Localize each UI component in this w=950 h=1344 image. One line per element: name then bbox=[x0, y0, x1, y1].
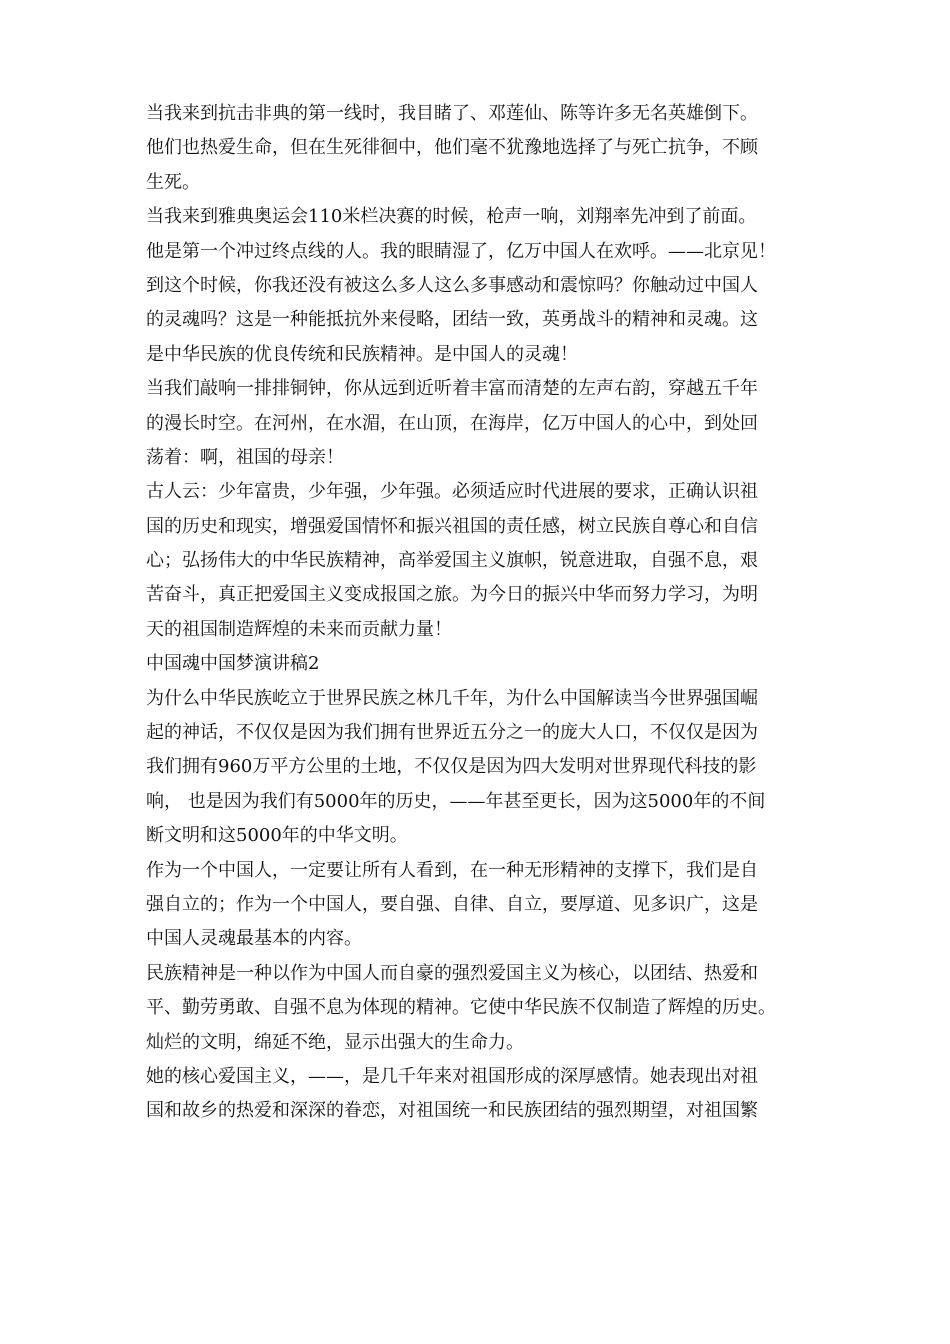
text-line: 为什么中华民族屹立于世界民族之林几千年，为什么中国解读当今世界强国崛 bbox=[146, 687, 758, 709]
text-line: 当我来到抗击非典的第一线时，我目睹了、邓莲仙、陈等许多无名英雄倒下。 bbox=[146, 103, 758, 124]
text-line: 国和故乡的热爱和深深的眷恋，对祖国统一和民族团结的强烈期望，对祖国繁 bbox=[146, 1100, 758, 1122]
document-body bbox=[146, 97, 806, 1129]
text-line: 断文明和这5000年的中华文明。 bbox=[146, 825, 408, 847]
text-line: 苦奋斗，真正把爱国主义变成报国之旅。为今日的振兴中华而努力学习，为明 bbox=[146, 584, 758, 606]
text-line: 起的神话，不仅仅是因为我们拥有世界近五分之一的庞大人口，不仅仅是因为 bbox=[146, 722, 758, 744]
text-line: 国的历史和现实，增强爱国情怀和振兴祖国的责任感，树立民族自尊心和自信 bbox=[146, 515, 758, 537]
text-line: 古人云：少年富贵，少年强，少年强。必须适应时代进展的要求，正确认识祖 bbox=[146, 481, 758, 503]
text-line: 的灵魂吗？这是一种能抵抗外来侵略，团结一致，英勇战斗的精神和灵魂。这 bbox=[146, 309, 758, 331]
text-line: 作为一个中国人，一定要让所有人看到，在一种无形精神的支撑下，我们是自 bbox=[146, 859, 758, 881]
text-line: 当我来到雅典奥运会110米栏决赛的时候，枪声一响，刘翔率先冲到了前面。 bbox=[146, 206, 757, 228]
text-line: 到这个时候，你我还没有被这么多人这么多事感动和震惊吗？你触动过中国人 bbox=[146, 274, 758, 296]
text-line: 荡着：啊，祖国的母亲！ bbox=[146, 446, 344, 468]
text-line: 灿烂的文明，绵延不绝，显示出强大的生命力。 bbox=[146, 1031, 524, 1053]
text-line: 的漫长时空。在河州，在水湄，在山顶，在海岸，亿万中国人的心中，到处回 bbox=[146, 412, 758, 434]
text-line: 生死。 bbox=[146, 171, 200, 193]
text-line: 平、勤劳勇敢、自强不息为体现的精神。它使中华民族不仅制造了辉煌的历史。 bbox=[146, 997, 776, 1019]
text-line: 他们也热爱生命，但在生死徘徊中，他们毫不犹豫地选择了与死亡抗争，不顾 bbox=[146, 137, 758, 159]
text-line: 是中华民族的优良传统和民族精神。是中国人的灵魂！ bbox=[146, 343, 578, 365]
text-line: 他是第一个冲过终点线的人。我的眼睛湿了，亿万中国人在欢呼。——北京见！ bbox=[146, 240, 776, 262]
text-line: 心；弘扬伟大的中华民族精神，高举爱国主义旗帜，锐意进取，自强不息，艰 bbox=[146, 550, 758, 572]
text-line: 当我们敲响一排排铜钟，你从远到近听着丰富而清楚的左声右韵，穿越五千年 bbox=[146, 378, 758, 400]
section-heading: 中国魂中国梦演讲稿2 bbox=[146, 653, 320, 675]
text-line: 天的祖国制造辉煌的未来而贡献力量！ bbox=[146, 618, 452, 640]
text-line: 她的核心爱国主义，——，是几千年来对祖国形成的深厚感情。她表现出对祖 bbox=[146, 1065, 758, 1087]
text-line: 中国人灵魂最基本的内容。 bbox=[146, 928, 362, 950]
text-line: 强自立的；作为一个中国人，要自强、自律、自立，要厚道、见多识广，这是 bbox=[146, 893, 758, 915]
text-line: 我们拥有960万平方公里的土地，不仅仅是因为四大发明对世界现代科技的影 bbox=[146, 756, 757, 778]
text-line: 民族精神是一种以作为中国人而自豪的强烈爱国主义为核心，以团结、热爱和 bbox=[146, 962, 758, 984]
text-line: 响， 也是因为我们有5000年的历史，——年甚至更长，因为这5000年的不间 bbox=[146, 790, 766, 812]
